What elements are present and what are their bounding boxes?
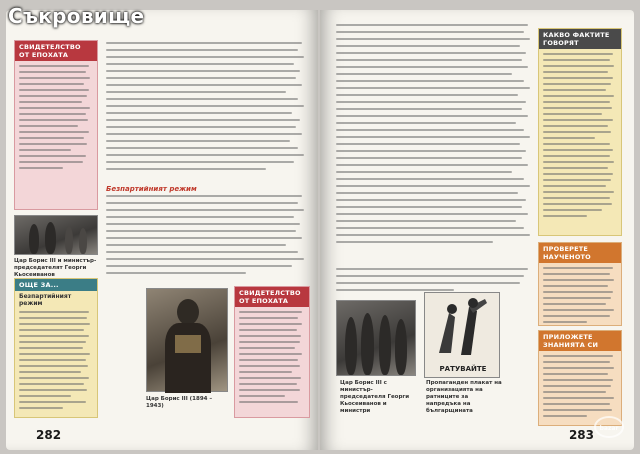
tsar-boris-portrait [146, 288, 228, 392]
more-about-title: Безпартийният режим [19, 293, 72, 307]
right-page [320, 10, 634, 450]
open-book [6, 10, 634, 450]
section-block [106, 182, 306, 279]
review-text [539, 263, 621, 331]
propaganda-poster [424, 292, 500, 378]
watermark-logo [594, 416, 624, 438]
more-about-text [15, 309, 97, 415]
facts-box [538, 28, 622, 236]
sidebar-header: СВИДЕТЕЛСТВО ОТ ЕПОХАТА [15, 41, 97, 61]
tsar-ministers-photo [336, 300, 416, 376]
site-logo[interactable]: Съкровище [8, 4, 145, 28]
facts-header: КАКВО ФАКТИТЕ ГОВОРЯТ [539, 29, 621, 49]
poster-drawing [425, 293, 501, 363]
sidebar-text [15, 61, 97, 177]
more-about-box [14, 278, 98, 418]
watermark-text: bazar [599, 425, 619, 432]
more-about-header: ОЩЕ ЗА... [15, 279, 97, 291]
review-header: ПРОВЕРЕТЕ НАУЧЕНОТО [539, 243, 621, 263]
apply-text [539, 351, 621, 425]
section-heading: Безпартийният режим [106, 185, 197, 193]
section-text [106, 195, 306, 274]
ministers-photo-caption: Цар Борис III с министър-председателя Георги Кьосеиванов и министри [340, 380, 410, 414]
poster-caption: Пропаганден плакат на организацията на ратниците за напредъка на българщината [426, 380, 502, 414]
epoch-testimony-sidebar [14, 40, 98, 210]
epoch-testimony-box [234, 286, 310, 418]
apply-knowledge-box [538, 330, 622, 426]
right-page-number: 283 [568, 428, 594, 442]
facts-text [539, 49, 621, 225]
left-page [6, 10, 318, 450]
poster-title: РАТУВАЙТЕ [439, 365, 487, 373]
right-main-text [336, 24, 532, 248]
generals-photo [14, 215, 98, 255]
review-box [538, 242, 622, 326]
sidebar-photo-caption: Цар Борис III и министър-председателят Георги Кьосеиванов [14, 258, 97, 278]
testimony-header: СВИДЕТЕЛСТВО ОТ ЕПОХАТА [235, 287, 309, 307]
main-text-top [106, 42, 306, 175]
apply-header: ПРИЛОЖЕТЕ ЗНАНИЯТА СИ [539, 331, 621, 351]
portrait-caption: Цар Борис III (1894 – 1943) [146, 396, 213, 409]
left-page-number: 282 [36, 428, 62, 442]
testimony-text [235, 307, 309, 411]
